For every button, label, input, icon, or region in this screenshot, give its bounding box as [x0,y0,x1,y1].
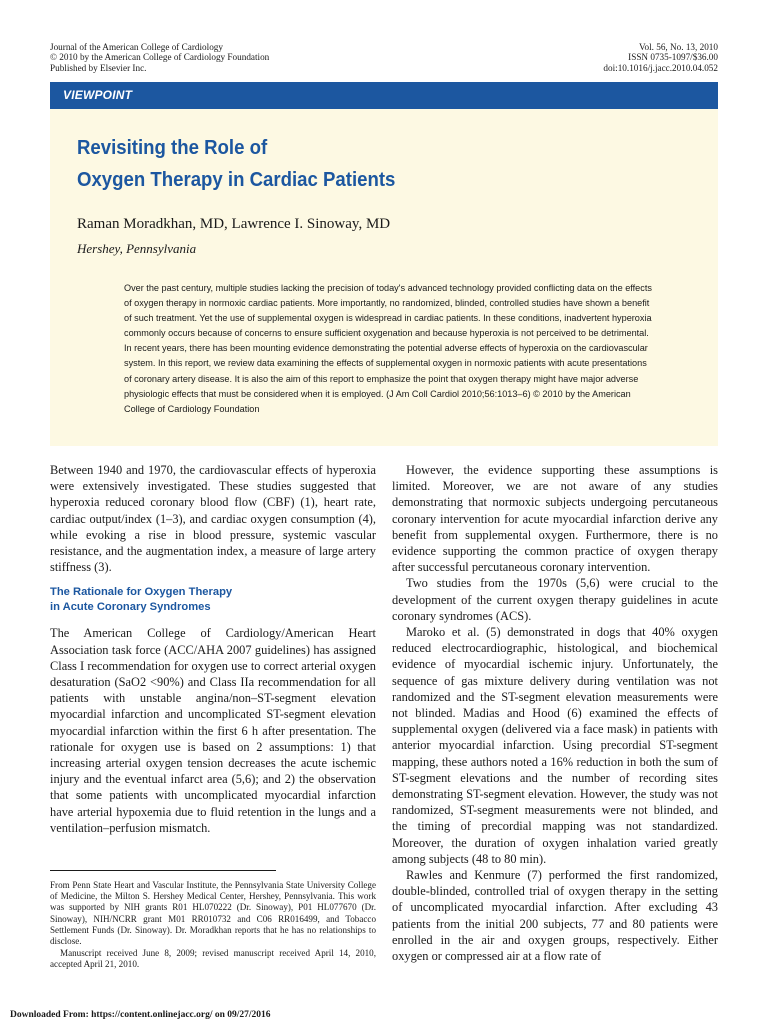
journal-header-left [50,42,269,73]
intro-paragraph: Between 1940 and 1970, the cardiovascular effects of hyperoxia were extensively investigated. These studies suggested that hyperoxia reduced coronary blood flow (CBF) (1), heart rate, cardiac output/index (1–3), and cardiac oxygen consumption (4), while evoking a rise in blood pressure, systemic vascular resistance, and the augmentation index, a measure of large artery stiffness (3). [50,463,376,575]
doi-line: doi:10.1016/j.jacc.2010.04.052 [603,62,718,73]
footnote-divider [50,870,276,871]
copyright-line: © 2010 by the American College of Cardiology Foundation [50,52,270,63]
author-list: Raman Moradkhan, MD, Lawrence I. Sinoway, MD [77,216,391,232]
body-column-right [392,462,718,964]
rationale-paragraph: The American College of Cardiology/American Heart Association task force (ACC/AHA 2007 guidelines) has assigned Class I recommendation for oxygen use to correct arterial oxygen desaturation (SaO2 <90%) and Class IIa recommendation for all patients with unstable angina/non–ST-segment elevation myocardial infarction and uncomplicated ST-segment elevation myocardial infarction within the first 6 h after presentation. The rationale for oxygen use is based on 2 assumptions: 1) that increasing arterial oxygen tension decreases the acute ischemic injury and the eventual infarct area (5,6); and 2) the observation that some patients with uncomplicated myocardial infarction have arterial hypoxemia due to fluid retention in the lungs and a ventilation–perfusion mismatch. [50,626,376,835]
manuscript-dates-footnote: Manuscript received June 8, 2009; revised manuscript received April 14, 2010, accepted April 21, 2010. [50,948,376,970]
body-paragraph: Two studies from the 1970s (5,6) were crucial to the development of the current oxygen therapy guidelines in acute coronary syndromes (ACS). [392,576,718,623]
journal-header-right [603,42,718,73]
section-heading-line-1: The Rationale for Oxygen Therapy [50,586,233,599]
body-paragraph: Rawles and Kenmure (7) performed the first randomized, double-blinded, controlled trial of oxygen therapy in the setting of uncomplicated myocardial infarction. After excluding 43 patients from the initial 200 subjects, 77 and 80 patients were enrolled in the air and oxygen groups, respectively. Either oxygen or compressed air at a flow rate of [392,868,718,964]
volume-line: Vol. 56, No. 13, 2010 [639,42,718,52]
author-affiliation: Hershey, Pennsylvania [77,241,197,256]
journal-name: Journal of the American College of Cardiology [50,42,223,52]
publisher-line: Published by Elsevier Inc. [50,62,147,73]
section-heading-line-2: in Acute Coronary Syndromes [50,601,211,614]
body-paragraph: However, the evidence supporting these assumptions is limited. Moreover, we are not aware of any studies demonstrating that normoxic subjects undergoing percutaneous coronary intervention for acute myocardial infarction derive any benefit from supplemental oxygen. Furthermore, there is no evidence supporting the common practice of oxygen therapy after successful percutaneous coronary intervention. [392,463,718,575]
affiliation-footnote: From Penn State Heart and Vascular Institute, the Pennsylvania State University College of Medicine, the Milton S. Hershey Medical Center, Hershey, Pennsylvania. This work was supported by NIH grants R01 HL070222 (Dr. Sinoway), P01 HL077670 (Dr. Sinoway), NIH/NCRR grant M01 RR010732 and C06 RR016499, and Tobacco Settlement Funds (Dr. Sinoway). Dr. Moradkhan reports that he has no relationships to disclose. [50,880,376,947]
section-heading [50,585,376,615]
footnote [50,880,376,971]
issn-line: ISSN 0735-1097/$36.00 [628,52,718,63]
body-paragraph: Maroko et al. (5) demonstrated in dogs that 40% oxygen reduced electrocardiographic, histological, and biochemical evidence of myocardial ischemic injury. Unfortunately, the sequence of gas mixture delivery during ventilation was not randomized and the ST-segment elevation measurements were not blinded. Madias and Hood (6) examined the effects of supplemental oxygen (delivered via a face mask) in patients with anterior myocardial infarction. Using precordial ST-segment mapping, these authors noted a 16% reduction in both the sum of ST-segment elevations and the number of recording sites demonstrating ST-segment elevation. However, the study was not randomized, ST-segment measurements were not blinded, and the timing of precordial mapping was not standardized. Moreover, the duration of oxygen inhalation varied greatly among subjects (48 to 80 min). [392,625,718,866]
article-title [77,132,598,196]
title-line-2: Oxygen Therapy in Cardiac Patients [77,169,396,191]
title-line-1: Revisiting the Role of [77,137,268,159]
abstract-text: Over the past century, multiple studies lacking the precision of today's advanced technology provided conflicting data on the effects of oxygen therapy in normoxic cardiac patients. More importantly, no randomized, blinded, controlled studies have shown a benefit of such treatment. Yet the use of supplemental oxygen is widespread in cardiac patients. In these conditions, inadvertent hyperoxia commonly occurs because of concerns to ensure sufficient oxygenation and because hyperoxia is not perceived to be detrimental. In recent years, there has been mounting evidence demonstrating the potential adverse effects of hyperoxia on the cardiovascular system. In this report, we review data examining the effects of supplemental oxygen in normoxic patients with acute presentations of coronary artery disease. It is also the aim of this report to emphasize the point that oxygen therapy might have major adverse physiologic effects that must be considered when it is employed. (J Am Coll Cardiol 2010;56:1013–6) © 2010 by the American College of Cardiology Foundation [124,283,652,414]
download-stamp: Downloaded From: https://content.onlinejacc.org/ on 09/27/2016 [10,1010,271,1020]
body-column-left [50,462,376,836]
article-type-banner: VIEWPOINT [50,82,718,109]
